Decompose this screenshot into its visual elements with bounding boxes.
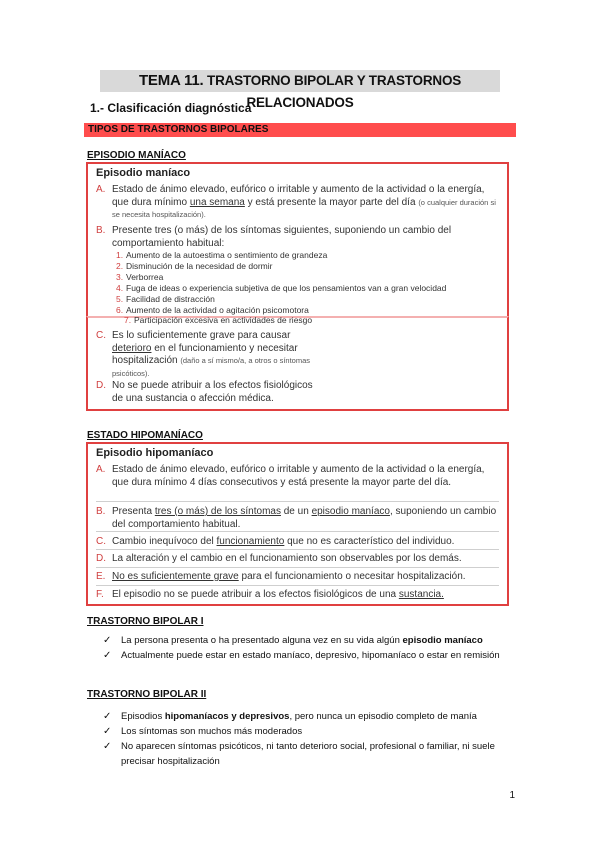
criterion-text: Presenta (112, 506, 155, 517)
manic-criterion-c (96, 330, 327, 380)
hypomanic-heading: ESTADO HIPOMANÍACO (87, 430, 203, 441)
criterion-text: No se puede atribuir a los efectos fisiológicos de una sustancia o afección médica. (112, 380, 313, 404)
criterion-note: (daño a sí mismo/a, a otros o síntomas psicóticos). (112, 356, 311, 378)
hypomanic-criterion-d (96, 553, 501, 566)
divider (96, 567, 499, 568)
criterion-underlined: funcionamiento (216, 536, 285, 547)
item-text: Los síntomas son muchos más moderados (121, 726, 303, 737)
title-number: TEMA 11. (138, 72, 204, 89)
symptom-number: 1. (116, 250, 124, 260)
criterion-text: , suponiendo un cambio del comportamiento habitual. (112, 506, 497, 530)
item-text: Actualmente puede estar en estado maníaco, depresivo, hipomaníaco o estar en remisión (121, 650, 500, 661)
criterion-letter: A. (96, 184, 106, 195)
symptom-number: 2. (116, 261, 124, 271)
symptom-number: 4. (116, 283, 124, 293)
manic-symptom-item (124, 315, 312, 326)
criterion-letter: A. (96, 464, 106, 475)
criterion-text: de un (280, 506, 312, 517)
title-text: TRASTORNO BIPOLAR Y TRASTORNOS RELACIONADOS (207, 73, 462, 110)
bipolar-1-heading: TRASTORNO BIPOLAR I (87, 616, 204, 627)
criterion-text: para el funcionamiento o necesitar hospitalización. (238, 571, 466, 582)
list-item (103, 633, 513, 648)
section-subtitle: 1.- Clasificación diagnóstica (90, 101, 252, 115)
divider (96, 501, 499, 502)
criterion-letter: B. (96, 225, 106, 236)
divider (96, 585, 499, 586)
criterion-underlined: deterioro (112, 342, 152, 354)
hypomanic-criterion-e (96, 571, 501, 584)
item-text: Episodios (121, 711, 165, 722)
criterion-letter: C. (96, 536, 106, 547)
manic-criteria-box-continued (86, 316, 509, 411)
manic-criterion-a (96, 184, 501, 222)
criterion-text: Estado de ánimo elevado, eufórico o irritable y aumento de la actividad o la energía, que dura mínimo (112, 184, 485, 208)
criterion-text: y está presente la mayor parte del día (244, 196, 419, 208)
criterion-underlined: No es suficientemente grave (112, 571, 239, 582)
criterion-underlined: sustancia. (398, 589, 444, 600)
symptom-text: Participación excesiva en actividades de riesgo (134, 315, 313, 325)
manic-symptom-item (116, 261, 272, 272)
bipolar-2-heading: TRASTORNO BIPOLAR II (87, 689, 207, 700)
symptom-text: Disminución de la necesidad de dormir (126, 261, 273, 271)
manic-symptom-item (116, 283, 446, 294)
criterion-text: La alteración y el cambio en el funcionamiento son observables por los demás. (112, 553, 462, 564)
criterion-text: que no es característico del individuo. (284, 536, 455, 547)
symptom-text: Aumento de la autoestima o sentimiento de grandeza (126, 250, 328, 260)
symptom-text: Aumento de la actividad o agitación psicomotora (126, 305, 309, 315)
list-item (103, 724, 513, 739)
criterion-letter: B. (96, 506, 106, 517)
symptom-text: Verborrea (126, 272, 164, 282)
checkmark-icon: ✓ (103, 711, 112, 722)
item-text: , pero nunca un episodio completo de manía (289, 711, 477, 722)
criterion-text: en el funcionamiento y necesitar hospitalización (112, 342, 298, 366)
symptom-number: 6. (116, 305, 124, 315)
manic-criterion-b (96, 225, 501, 250)
hypomanic-criterion-a (96, 464, 501, 489)
symptom-text: Fuga de ideas o experiencia subjetiva de que los pensamientos van a gran velocidad (126, 283, 447, 293)
bipolar-1-list (103, 633, 513, 663)
hypomanic-box-title: Episodio hipomaníaco (96, 447, 214, 459)
manic-symptom-item (116, 272, 163, 283)
bipolar-2-list (103, 709, 513, 769)
item-bold-text: hipomaníacos y depresivos (164, 711, 290, 722)
criterion-letter: C. (96, 330, 106, 341)
manic-criterion-d (96, 380, 317, 405)
symptom-number: 7. (124, 315, 132, 325)
item-text: La persona presenta o ha presentado alguna vez en su vida algún (121, 635, 403, 646)
criterion-text: Es lo suficientemente grave para causar (112, 330, 291, 341)
list-item (103, 648, 513, 663)
item-text: No aparecen síntomas psicóticos, ni tanto deterioro social, profesional o familiar, ni suele precisar hospitalización (121, 741, 495, 767)
hypomanic-criterion-f (96, 589, 501, 602)
symptom-number: 3. (116, 272, 124, 282)
checkmark-icon: ✓ (103, 635, 112, 646)
symptom-number: 5. (116, 294, 124, 304)
manic-heading: EPISODIO MANÍACO (87, 150, 186, 161)
symptom-text: Facilidad de distracción (126, 294, 215, 304)
manic-box-title: Episodio maníaco (96, 167, 191, 179)
criterion-note: (o cualquier duración si se necesita hospitalización). (112, 197, 496, 219)
manic-symptom-item (116, 294, 215, 305)
criterion-letter: D. (96, 380, 106, 391)
manic-symptom-item (116, 250, 327, 261)
criterion-underlined: tres (o más) de los síntomas (154, 506, 281, 517)
page-number: 1 (509, 790, 515, 801)
item-bold-text: episodio maníaco (402, 635, 483, 646)
criterion-underlined: una semana (189, 196, 245, 208)
criterion-text: Presente tres (o más) de los síntomas siguientes, suponiendo un cambio del comportamiento habitual: (112, 225, 452, 249)
criterion-letter: D. (96, 553, 106, 564)
criterion-text: Cambio inequívoco del (112, 536, 217, 547)
divider (96, 531, 499, 532)
criterion-underlined: episodio maníaco (311, 506, 390, 517)
criterion-letter: F. (96, 589, 104, 600)
manic-criteria-box (86, 162, 509, 321)
banner-heading: TIPOS DE TRASTORNOS BIPOLARES (84, 123, 516, 137)
divider (96, 549, 499, 550)
list-item (103, 709, 513, 724)
checkmark-icon: ✓ (103, 650, 112, 661)
list-item (103, 739, 513, 769)
criterion-letter: E. (96, 571, 106, 582)
hypomanic-criteria-box (86, 442, 509, 606)
criterion-text: El episodio no se puede atribuir a los efectos fisiológicos de una (112, 589, 399, 600)
checkmark-icon: ✓ (103, 726, 112, 737)
hypomanic-criterion-c (96, 536, 501, 549)
hypomanic-criterion-b (96, 506, 501, 531)
criterion-text: Estado de ánimo elevado, eufórico o irritable y aumento de la actividad o la energía, que dura mínimo 4 días consecutivos y está presente la mayor parte del día. (112, 464, 485, 488)
checkmark-icon: ✓ (103, 741, 112, 752)
